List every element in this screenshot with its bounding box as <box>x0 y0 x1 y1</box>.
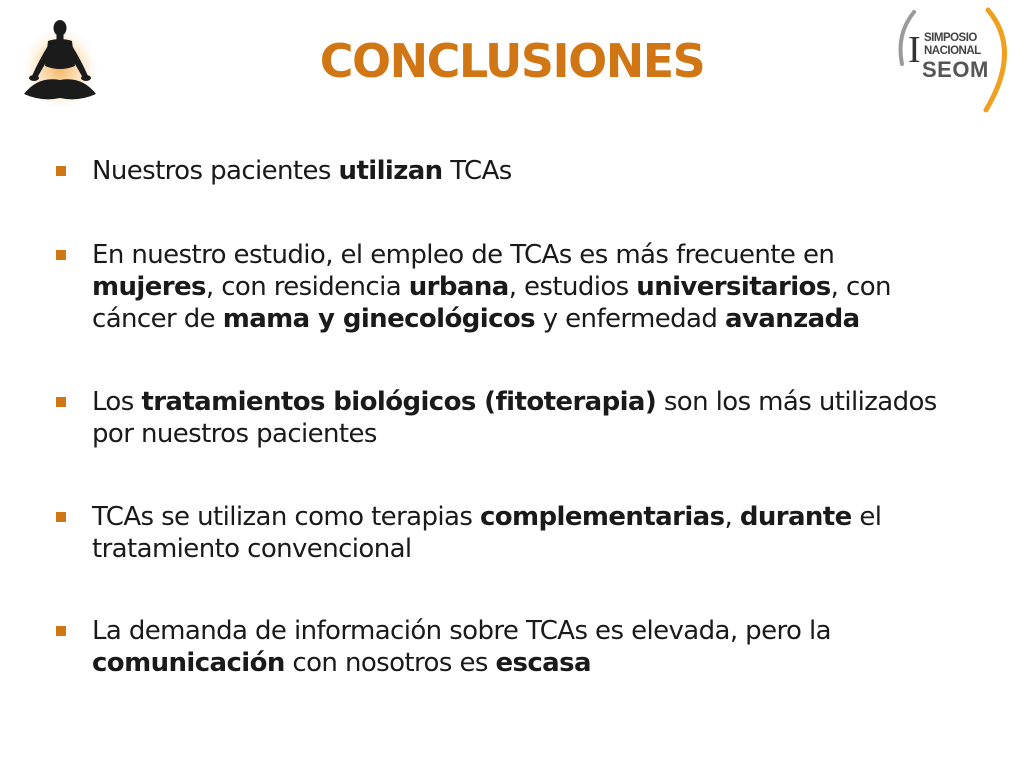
square-bullet-icon <box>56 512 66 522</box>
logo-line-simposio: SIMPOSIO <box>924 32 977 44</box>
bullet-line <box>92 647 982 679</box>
bullet-line <box>92 501 982 533</box>
bullet-line <box>92 386 982 418</box>
text-run: , estudios <box>508 272 637 302</box>
text-run: son los más utilizados <box>656 387 937 417</box>
bullet-line <box>92 271 982 303</box>
bullet-line <box>92 303 982 335</box>
text-run: TCAs se utilizan como terapias <box>92 502 480 532</box>
bold-text-run: comunicación <box>92 648 285 678</box>
bold-text-run: durante <box>739 502 852 532</box>
bold-text-run: mama y ginecológicos <box>222 304 536 334</box>
text-run: cáncer de <box>92 304 223 334</box>
text-run: el <box>851 502 882 532</box>
logo-line-nacional: NACIONAL <box>924 45 981 57</box>
bullet-line <box>92 418 982 450</box>
text-run: La demanda de información sobre TCAs es elevada, pero la <box>92 616 831 646</box>
text-run: Los <box>92 387 142 417</box>
square-bullet-icon <box>56 626 66 636</box>
text-run: y enfermedad <box>535 304 725 334</box>
bold-text-run: avanzada <box>724 304 860 334</box>
bullet-text <box>92 615 982 679</box>
logo-numeral: I <box>908 29 921 71</box>
text-run: con nosotros es <box>284 648 496 678</box>
bold-text-run: utilizan <box>338 156 443 186</box>
square-bullet-icon <box>56 250 66 260</box>
text-run: tratamiento convencional <box>92 534 412 564</box>
bold-text-run: escasa <box>495 648 591 678</box>
bold-text-run: tratamientos biológicos (fitoterapia) <box>141 387 657 417</box>
logo-line-seom: SEOM <box>922 57 989 82</box>
bullet-text <box>92 239 982 335</box>
bold-text-run: mujeres <box>92 272 206 302</box>
bold-text-run: universitarios <box>636 272 831 302</box>
text-run: , con residencia <box>205 272 409 302</box>
bold-text-run: complementarias <box>479 502 725 532</box>
slide-title: CONCLUSIONES <box>319 34 705 88</box>
bullet-line <box>92 533 982 565</box>
bullet-line <box>92 239 982 271</box>
simposio-seom-logo <box>888 6 1018 118</box>
bullet-line <box>92 155 982 187</box>
text-run: por nuestros pacientes <box>92 419 377 449</box>
bullet-text <box>92 501 982 565</box>
text-run: , <box>724 502 740 532</box>
square-bullet-icon <box>56 166 66 176</box>
bullet-text <box>92 155 982 187</box>
text-run: , con <box>830 272 891 302</box>
text-run: TCAs <box>442 156 512 186</box>
text-run: Nuestros pacientes <box>92 156 339 186</box>
bullet-text <box>92 386 982 450</box>
bold-text-run: urbana <box>408 272 509 302</box>
text-run: En nuestro estudio, el empleo de TCAs es más frecuente en <box>92 240 835 270</box>
bullet-line <box>92 615 982 647</box>
square-bullet-icon <box>56 397 66 407</box>
